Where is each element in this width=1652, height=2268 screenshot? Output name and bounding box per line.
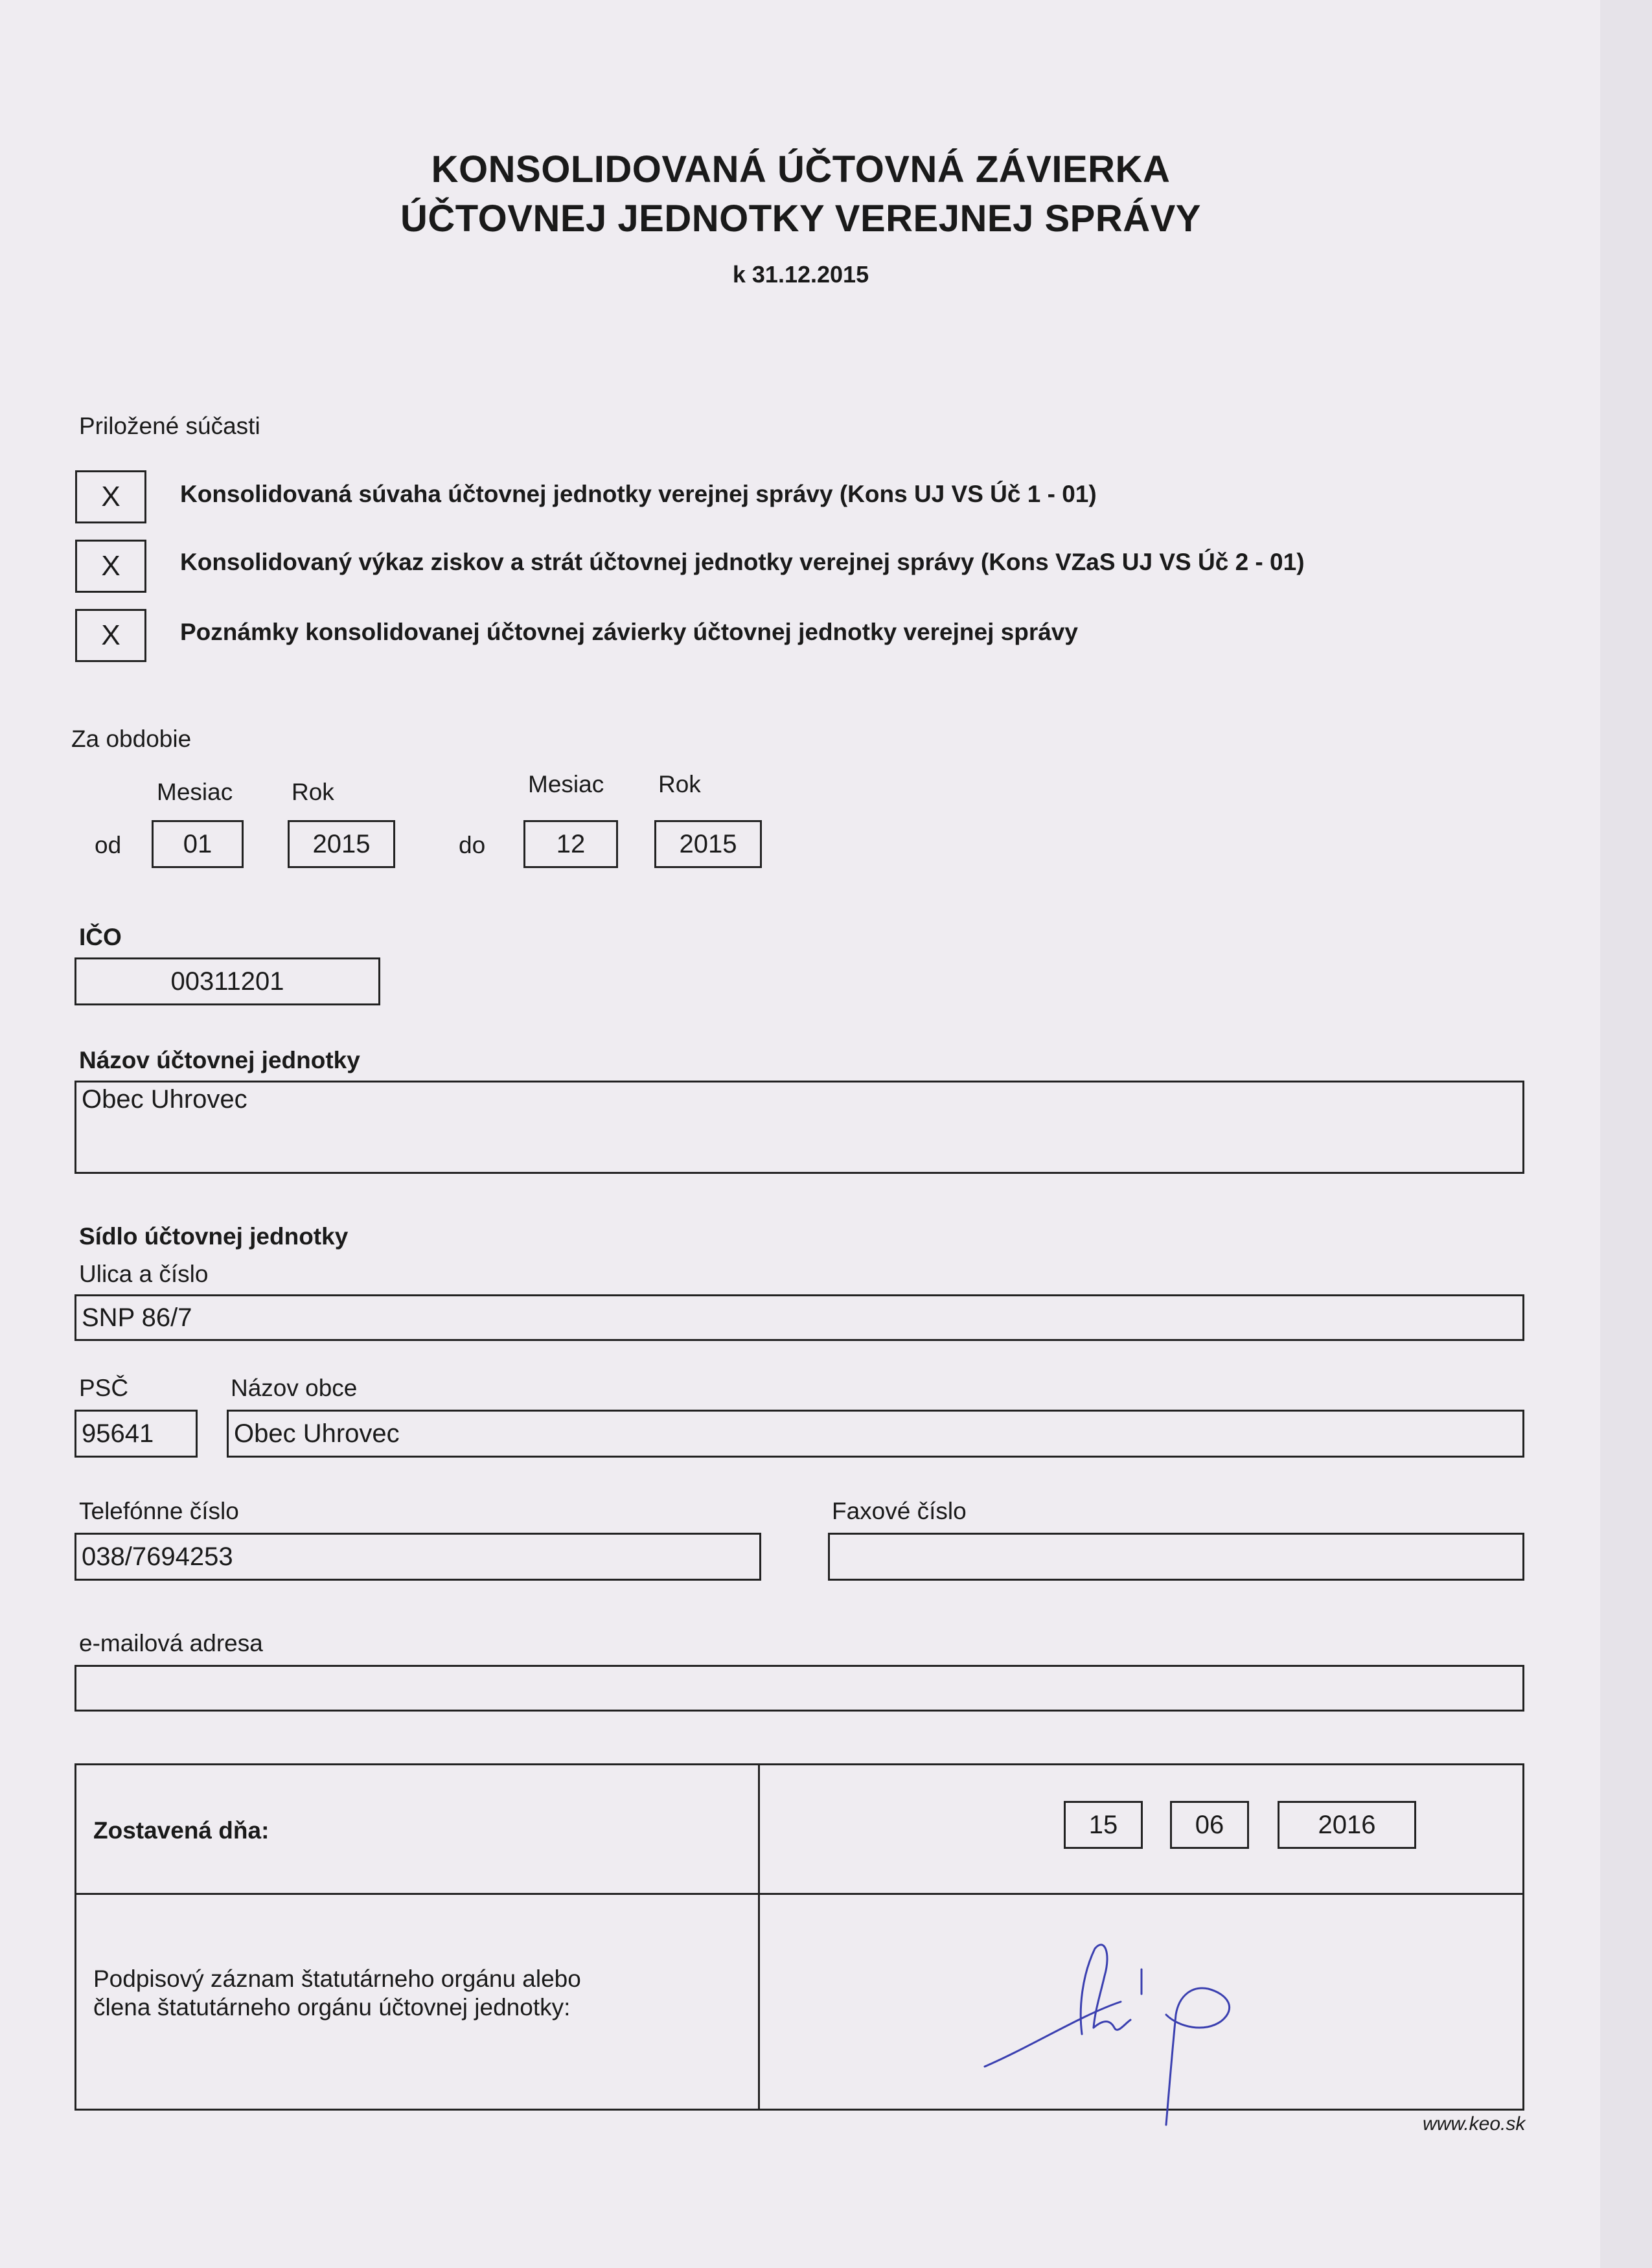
document-title-line1: KONSOLIDOVANÁ ÚČTOVNÁ ZÁVIERKA <box>431 148 1171 190</box>
footer-website: www.keo.sk <box>1423 2113 1526 2135</box>
signature-label-line1: Podpisový záznam štatutárneho orgánu alebo <box>93 1965 581 1992</box>
phone-field[interactable]: 038/7694253 <box>75 1533 761 1581</box>
psc-label: PSČ <box>79 1375 129 1401</box>
compiled-label: Zostavená dňa: <box>93 1817 270 1844</box>
to-label: do <box>459 832 486 858</box>
phone-label: Telefónne číslo <box>79 1498 239 1524</box>
signature-label-line2: člena štatutárneho orgánu účtovnej jednotky: <box>93 1994 571 2021</box>
fax-label: Faxové číslo <box>832 1498 967 1524</box>
from-year-label: Rok <box>292 779 334 805</box>
city-label: Názov obce <box>231 1375 358 1401</box>
compiled-year-field[interactable]: 2016 <box>1278 1801 1416 1849</box>
page-edge <box>1600 0 1652 2268</box>
to-year-field[interactable]: 2015 <box>654 820 762 868</box>
compiled-day-field[interactable]: 15 <box>1064 1801 1143 1849</box>
from-month-label: Mesiac <box>157 779 233 805</box>
ico-field[interactable]: 00311201 <box>75 957 380 1005</box>
psc-field[interactable]: 95641 <box>75 1410 198 1458</box>
attachment-1-text: Konsolidovaná súvaha účtovnej jednotky verejnej správy (Kons UJ VS Úč 1 - 01) <box>180 481 1097 507</box>
city-field[interactable]: Obec Uhrovec <box>227 1410 1524 1458</box>
ico-label: IČO <box>79 924 122 950</box>
to-year-label: Rok <box>658 771 701 797</box>
signoff-table-column-divider <box>758 1763 760 2111</box>
period-label: Za obdobie <box>71 726 192 752</box>
signoff-table-row-divider <box>75 1893 1524 1895</box>
handwritten-signature <box>972 1937 1257 2138</box>
entity-name-field[interactable]: Obec Uhrovec <box>75 1081 1524 1174</box>
seat-label: Sídlo účtovnej jednotky <box>79 1223 349 1250</box>
email-label: e-mailová adresa <box>79 1630 263 1656</box>
from-month-field[interactable]: 01 <box>152 820 244 868</box>
to-month-label: Mesiac <box>528 771 604 797</box>
entity-name-label: Názov účtovnej jednotky <box>79 1047 360 1073</box>
document-date: k 31.12.2015 <box>732 261 869 288</box>
street-field[interactable]: SNP 86/7 <box>75 1294 1524 1341</box>
attachment-3-text: Poznámky konsolidovanej účtovnej závierky účtovnej jednotky verejnej správy <box>180 619 1078 645</box>
attachment-2-text: Konsolidovaný výkaz ziskov a strát účtovnej jednotky verejnej správy (Kons VZaS UJ VS Úč 2 - 01) <box>180 549 1305 575</box>
street-label: Ulica a číslo <box>79 1261 209 1287</box>
attachment-3-checkbox[interactable]: X <box>75 609 146 662</box>
to-month-field[interactable]: 12 <box>523 820 618 868</box>
email-field[interactable] <box>75 1665 1524 1712</box>
attachment-2-checkbox[interactable]: X <box>75 540 146 593</box>
attachment-1-checkbox[interactable]: X <box>75 470 146 523</box>
document-title-line2: ÚČTOVNEJ JEDNOTKY VEREJNEJ SPRÁVY <box>400 198 1201 240</box>
from-year-field[interactable]: 2015 <box>288 820 395 868</box>
fax-field[interactable] <box>828 1533 1524 1581</box>
compiled-month-field[interactable]: 06 <box>1170 1801 1249 1849</box>
attachments-label: Priložené súčasti <box>79 413 260 439</box>
from-label: od <box>95 832 122 858</box>
